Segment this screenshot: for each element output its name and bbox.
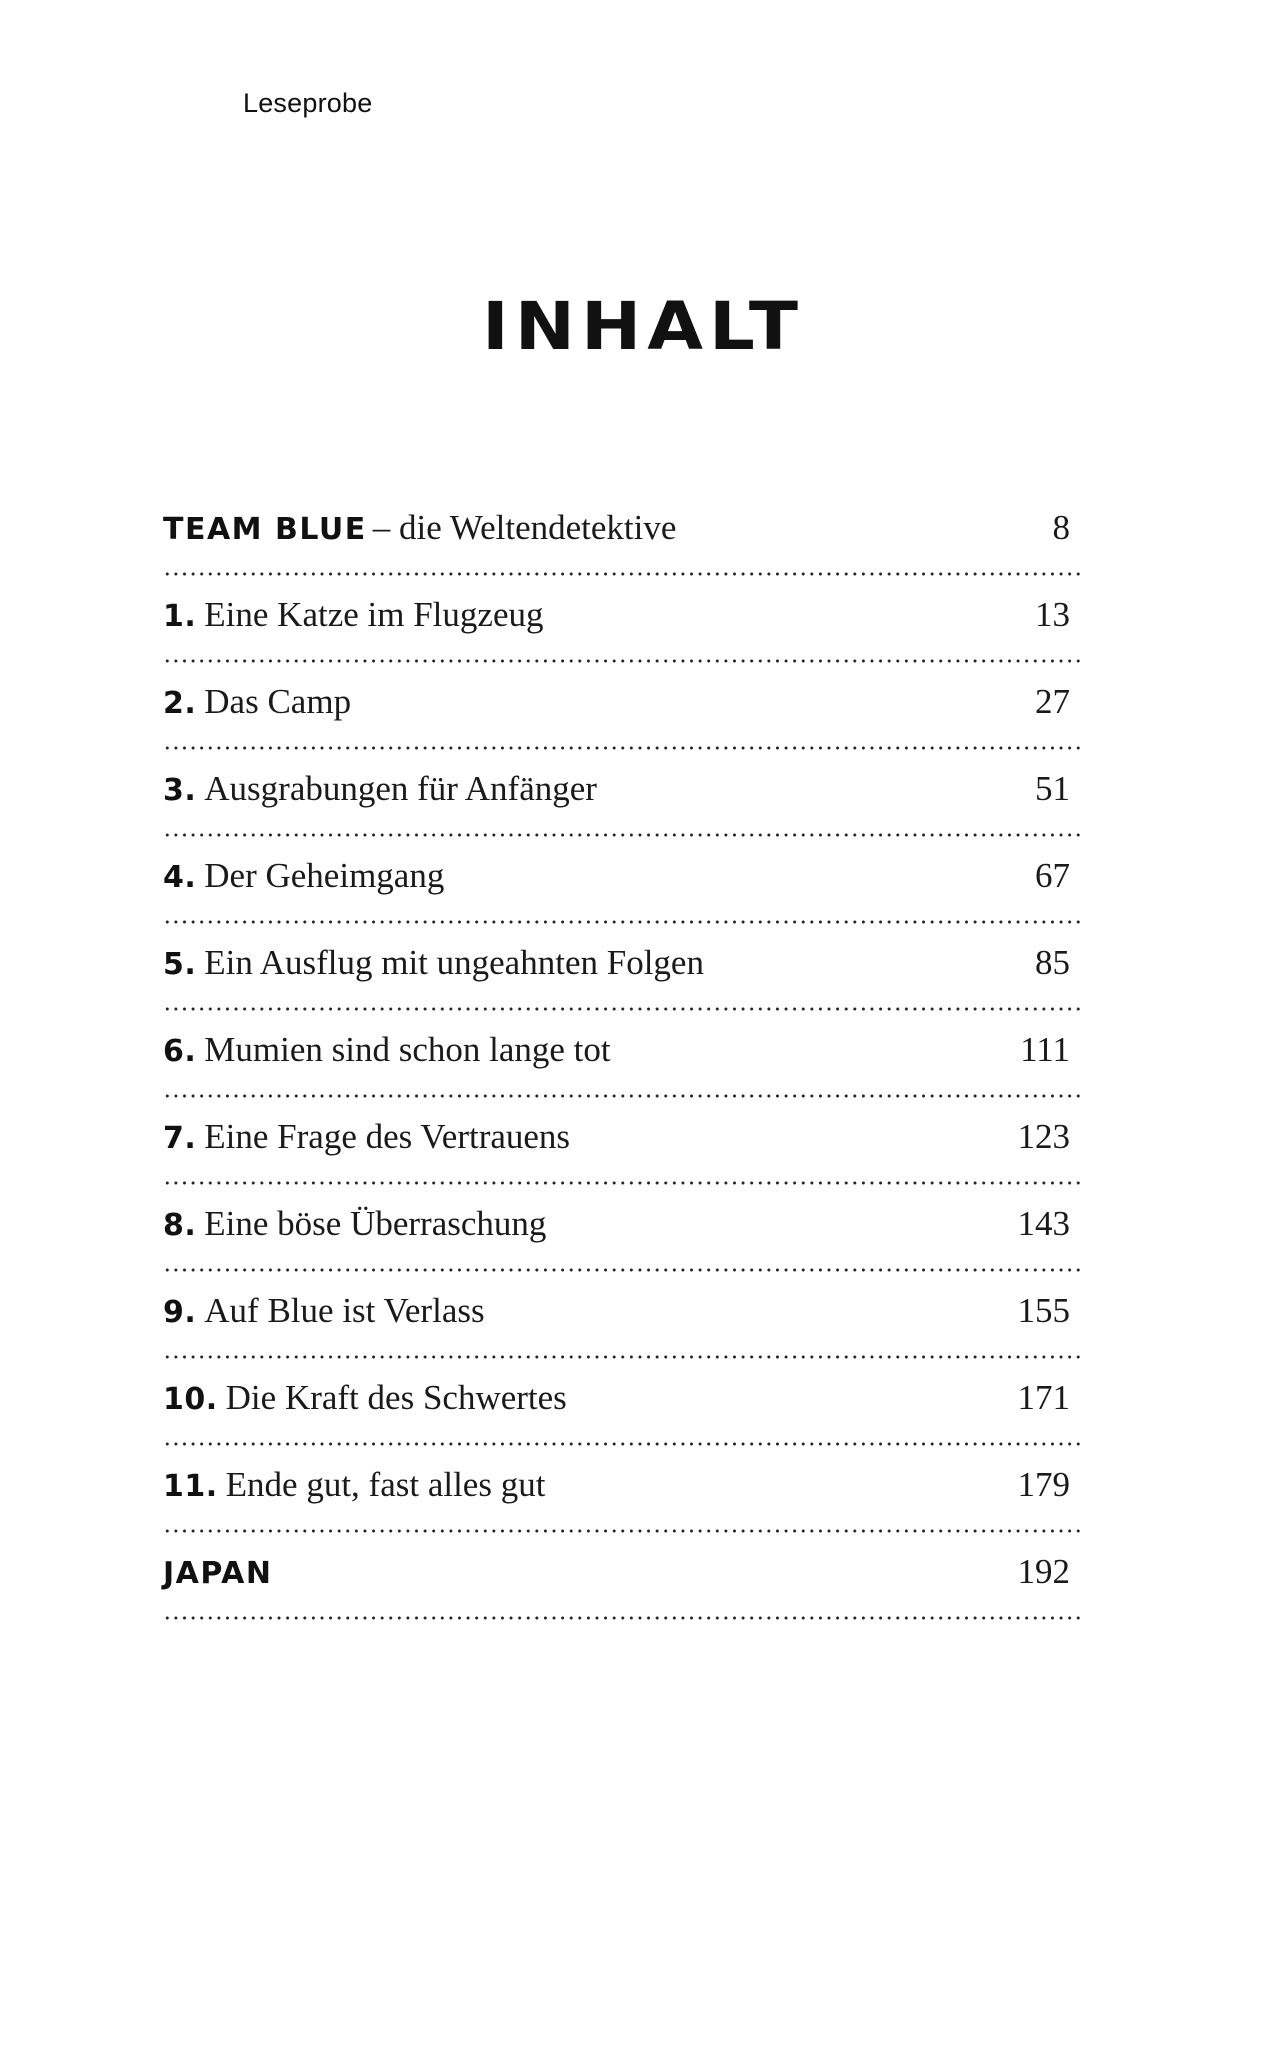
toc-entry-title: Eine böse Überraschung bbox=[204, 1204, 547, 1243]
toc-entry-title: Ein Ausflug mit ungeahnten Folgen bbox=[204, 943, 704, 982]
toc-entry-number: 8. bbox=[163, 1208, 197, 1243]
dotted-leader bbox=[163, 1616, 1080, 1620]
toc-entry-title: Eine Frage des Vertrauens bbox=[204, 1117, 571, 1156]
toc-entry-title: Eine Katze im Flugzeug bbox=[204, 595, 544, 634]
toc-entry-page: 85 bbox=[1035, 943, 1070, 982]
dotted-leader bbox=[163, 1007, 1080, 1011]
toc-entry-number: 9. bbox=[163, 1295, 197, 1330]
toc-entry-title: – die Weltendetektive bbox=[372, 508, 677, 547]
dotted-leader bbox=[163, 659, 1080, 663]
toc-entry-number: 6. bbox=[163, 1034, 197, 1069]
toc-entry-page: 51 bbox=[1035, 769, 1070, 808]
toc-entry-page: 192 bbox=[1017, 1552, 1070, 1591]
toc-entry-chapter-1[interactable] bbox=[163, 595, 1080, 682]
toc-entry-chapter-6[interactable] bbox=[163, 1030, 1080, 1117]
toc-entry-chapter-2[interactable] bbox=[163, 682, 1080, 769]
toc-entry-number: 11. bbox=[163, 1469, 218, 1504]
toc-entry-chapter-7[interactable] bbox=[163, 1117, 1080, 1204]
toc-entry-number: 2. bbox=[163, 686, 197, 721]
toc-entry-number: JAPAN bbox=[163, 1556, 273, 1591]
toc-entry-number: 1. bbox=[163, 599, 197, 634]
dotted-leader bbox=[163, 1181, 1080, 1185]
toc-entry-title: Der Geheimgang bbox=[204, 856, 445, 895]
toc-entry-chapter-11[interactable] bbox=[163, 1465, 1080, 1552]
toc-entry-title: Mumien sind schon lange tot bbox=[204, 1030, 611, 1069]
toc-entry-number: 4. bbox=[163, 860, 197, 895]
toc-entry-title: Ende gut, fast alles gut bbox=[225, 1465, 546, 1504]
toc-entry-chapter-10[interactable] bbox=[163, 1378, 1080, 1465]
toc-entry-page: 67 bbox=[1035, 856, 1070, 895]
table-of-contents bbox=[163, 508, 1080, 1639]
toc-entry-chapter-8[interactable] bbox=[163, 1204, 1080, 1291]
toc-entry-chapter-3[interactable] bbox=[163, 769, 1080, 856]
toc-entry-number: 10. bbox=[163, 1382, 218, 1417]
toc-entry-title: Ausgrabungen für Anfänger bbox=[204, 769, 597, 808]
toc-entry-chapter-4[interactable] bbox=[163, 856, 1080, 943]
dotted-leader bbox=[163, 1094, 1080, 1098]
toc-entry-page: 143 bbox=[1017, 1204, 1070, 1243]
toc-entry-page: 171 bbox=[1017, 1378, 1070, 1417]
toc-entry-chapter-5[interactable] bbox=[163, 943, 1080, 1030]
toc-entry-title: Die Kraft des Schwertes bbox=[225, 1378, 567, 1417]
toc-entry-number: 3. bbox=[163, 773, 197, 808]
toc-entry-page: 13 bbox=[1035, 595, 1070, 634]
dotted-leader bbox=[163, 833, 1080, 837]
toc-entry-page: 179 bbox=[1017, 1465, 1070, 1504]
dotted-leader bbox=[163, 920, 1080, 924]
toc-entry-team-blue[interactable] bbox=[163, 508, 1080, 595]
toc-entry-title: Das Camp bbox=[204, 682, 352, 721]
toc-entry-japan[interactable] bbox=[163, 1552, 1080, 1639]
dotted-leader bbox=[163, 572, 1080, 576]
page-title: INHALT bbox=[481, 287, 805, 365]
dotted-leader bbox=[163, 1355, 1080, 1359]
dotted-leader bbox=[163, 746, 1080, 750]
toc-entry-page: 27 bbox=[1035, 682, 1070, 721]
toc-entry-page: 155 bbox=[1017, 1291, 1070, 1330]
dotted-leader bbox=[163, 1442, 1080, 1446]
header-label: Leseprobe bbox=[243, 88, 373, 118]
toc-entry-page: 111 bbox=[1020, 1030, 1070, 1069]
dotted-leader bbox=[163, 1268, 1080, 1272]
dotted-leader bbox=[163, 1529, 1080, 1533]
toc-entry-page: 8 bbox=[1052, 508, 1070, 547]
toc-entry-chapter-9[interactable] bbox=[163, 1291, 1080, 1378]
toc-entry-title: Auf Blue ist Verlass bbox=[204, 1291, 485, 1330]
toc-entry-number: TEAM BLUE bbox=[163, 512, 367, 547]
toc-entry-page: 123 bbox=[1017, 1117, 1070, 1156]
toc-entry-number: 7. bbox=[163, 1121, 197, 1156]
toc-entry-number: 5. bbox=[163, 947, 197, 982]
